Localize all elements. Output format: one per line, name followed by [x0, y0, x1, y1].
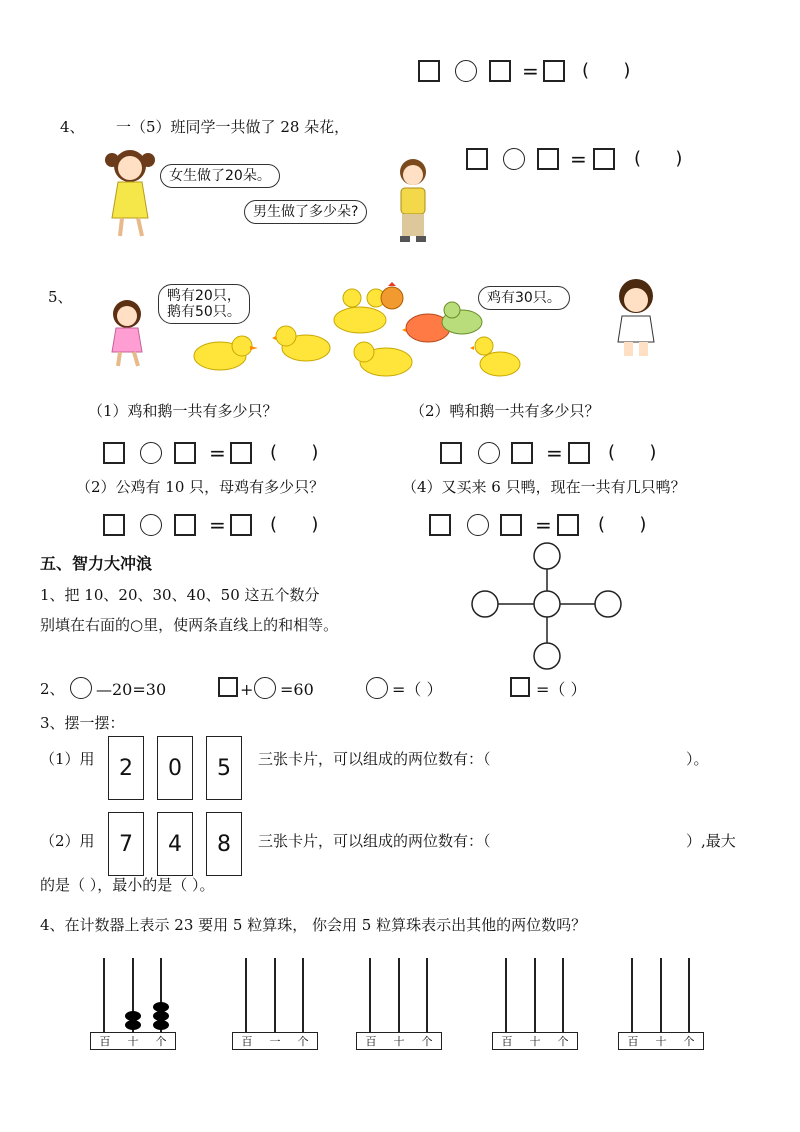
- abacus-place-label: 个: [155, 1035, 167, 1048]
- plus-sign: +: [240, 680, 254, 699]
- operator-circle[interactable]: [503, 148, 525, 170]
- answer-paren[interactable]: ( ): [608, 442, 657, 463]
- answer-box[interactable]: [466, 148, 488, 170]
- answer-box[interactable]: [557, 514, 579, 536]
- answer-box[interactable]: [230, 442, 252, 464]
- equation-text[interactable]: =（ ）: [392, 680, 443, 699]
- blank-circle[interactable]: [534, 591, 560, 617]
- subquestion: （4）又买来 6 只鸭，现在一共有几只鸭？: [402, 478, 686, 496]
- answer-box[interactable]: [230, 514, 252, 536]
- abacus-rod[interactable]: [688, 958, 690, 1032]
- number-card[interactable]: 7: [108, 812, 144, 876]
- abacus-bead[interactable]: [153, 1002, 169, 1012]
- answer-box[interactable]: [418, 60, 440, 82]
- card-question-prefix: （1）用: [40, 750, 95, 768]
- blank-circle[interactable]: [534, 643, 560, 669]
- blank-circle[interactable]: [595, 591, 621, 617]
- abacus-place-label: 个: [421, 1035, 433, 1048]
- speech-bubble-boy: 男生做了多少朵?: [244, 200, 367, 224]
- answer-paren-end[interactable]: ）,最大: [686, 832, 736, 850]
- answer-box[interactable]: [537, 148, 559, 170]
- abacus-place-label: 十: [529, 1035, 541, 1048]
- answer-box[interactable]: [500, 514, 522, 536]
- abacus-bead[interactable]: [153, 1020, 169, 1030]
- problem-number: 2、: [40, 680, 65, 698]
- girl-illustration: [100, 140, 160, 240]
- duck-icon: [470, 334, 522, 380]
- abacus-place-label: 百: [241, 1035, 253, 1048]
- subquestion: （1）鸡和鹅一共有多少只？: [88, 402, 278, 420]
- blank-circle[interactable]: [472, 591, 498, 617]
- answer-box[interactable]: [103, 442, 125, 464]
- abacus-rod[interactable]: [274, 958, 276, 1032]
- answer-box[interactable]: [103, 514, 125, 536]
- number-card[interactable]: 0: [157, 736, 193, 800]
- operator-circle[interactable]: [478, 442, 500, 464]
- abacus-place-label: 一: [269, 1035, 281, 1048]
- cross-circle-diagram: [470, 540, 626, 672]
- card-question-line2[interactable]: 的是（ ），最小的是（ ）。: [40, 876, 215, 894]
- girl-illustration: [104, 296, 150, 370]
- speech-bubble-chickens: 鸡有30只。: [478, 286, 570, 310]
- abacus-rod[interactable]: [369, 958, 371, 1032]
- abacus-place-label: 个: [297, 1035, 309, 1048]
- abacus-rod[interactable]: [534, 958, 536, 1032]
- equation-text[interactable]: =（ ）: [536, 680, 587, 699]
- abacus-place-label: 百: [627, 1035, 639, 1048]
- abacus-base: [356, 1032, 442, 1050]
- card-question-text: 三张卡片，可以组成的两位数有：（: [258, 832, 491, 850]
- card-question-prefix: （2）用: [40, 832, 95, 850]
- chick-icon: [272, 322, 334, 364]
- problem-text: 1、把 10、20、30、40、50 这五个数分: [40, 586, 320, 604]
- blank-circle[interactable]: [254, 677, 276, 699]
- blank-circle[interactable]: [366, 677, 388, 699]
- abacus-base: [492, 1032, 578, 1050]
- abacus-rod[interactable]: [426, 958, 428, 1032]
- blank-circle[interactable]: [70, 677, 92, 699]
- abacus-place-label: 个: [557, 1035, 569, 1048]
- answer-box[interactable]: [489, 60, 511, 82]
- question-number: 5、: [48, 288, 73, 306]
- abacus-place-label: 百: [501, 1035, 513, 1048]
- answer-box[interactable]: [174, 514, 196, 536]
- answer-box[interactable]: [568, 442, 590, 464]
- abacus-base: [618, 1032, 704, 1050]
- answer-paren[interactable]: ( ): [634, 148, 683, 169]
- answer-paren[interactable]: ( ): [598, 514, 647, 535]
- answer-paren-end[interactable]: ）。: [686, 750, 709, 768]
- speech-bubble-girl: 女生做了20朵。: [160, 164, 280, 188]
- chick-icon: [190, 332, 258, 372]
- abacus-place-label: 百: [99, 1035, 111, 1048]
- abacus-rod[interactable]: [245, 958, 247, 1032]
- number-card[interactable]: 4: [157, 812, 193, 876]
- abacus-place-label: 个: [683, 1035, 695, 1048]
- speech-bubble-ducks-geese: [158, 284, 250, 324]
- operator-circle[interactable]: [140, 442, 162, 464]
- answer-paren[interactable]: ( ): [582, 60, 631, 81]
- answer-box[interactable]: [511, 442, 533, 464]
- problem-text: 别填在右面的○里，使两条直线上的和相等。: [40, 616, 339, 634]
- operator-circle[interactable]: [140, 514, 162, 536]
- section-title: 五、智力大冲浪: [40, 554, 153, 573]
- abacus-bead[interactable]: [125, 1011, 141, 1021]
- subquestion: （2）公鸡有 10 只，母鸡有多少只？: [76, 478, 325, 496]
- bubble-line: 鹅有50只。: [167, 304, 241, 321]
- equation-text: =60: [280, 680, 314, 699]
- subquestion: （2）鸭和鹅一共有多少只？: [410, 402, 600, 420]
- operator-circle[interactable]: [467, 514, 489, 536]
- abacus-rod[interactable]: [660, 958, 662, 1032]
- card-question-text: 三张卡片，可以组成的两位数有：（: [258, 750, 491, 768]
- abacus-rod[interactable]: [302, 958, 304, 1032]
- answer-box[interactable]: [593, 148, 615, 170]
- equals-sign: =: [535, 513, 552, 537]
- number-card[interactable]: 8: [206, 812, 242, 876]
- operator-circle[interactable]: [455, 60, 477, 82]
- number-card[interactable]: 2: [108, 736, 144, 800]
- equals-sign: =: [570, 147, 587, 171]
- girl-illustration: [608, 276, 664, 360]
- equals-sign: =: [209, 513, 226, 537]
- problem-title: 3、摆一摆：: [40, 714, 125, 732]
- abacus-rod[interactable]: [631, 958, 633, 1032]
- number-card[interactable]: 5: [206, 736, 242, 800]
- equals-sign: =: [522, 59, 539, 83]
- equals-sign: =: [546, 441, 563, 465]
- answer-box[interactable]: [218, 677, 238, 697]
- equals-sign: =: [209, 441, 226, 465]
- boy-illustration: [388, 156, 438, 244]
- abacus-rod[interactable]: [103, 958, 105, 1032]
- equation-text: —20=30: [96, 680, 167, 699]
- answer-box[interactable]: [543, 60, 565, 82]
- abacus-rod[interactable]: [562, 958, 564, 1032]
- answer-box[interactable]: [429, 514, 451, 536]
- abacus-base: [90, 1032, 176, 1050]
- answer-box[interactable]: [440, 442, 462, 464]
- abacus-rod[interactable]: [505, 958, 507, 1032]
- abacus-bead[interactable]: [125, 1020, 141, 1030]
- question-number: 4、: [60, 118, 85, 136]
- abacus-place-label: 十: [127, 1035, 139, 1048]
- question-text: 一（5）班同学一共做了 28 朵花，: [116, 118, 350, 136]
- blank-circle[interactable]: [534, 543, 560, 569]
- abacus-place-label: 百: [365, 1035, 377, 1048]
- problem-text: 4、在计数器上表示 23 要用 5 粒算珠， 你会用 5 粒算珠表示出其他的两位数吗？: [40, 916, 587, 934]
- abacus-bead[interactable]: [153, 1011, 169, 1021]
- bubble-line: 鸭有20只，: [167, 288, 241, 304]
- answer-paren[interactable]: ( ): [270, 514, 319, 535]
- answer-paren[interactable]: ( ): [270, 442, 319, 463]
- abacus-place-label: 十: [393, 1035, 405, 1048]
- answer-box[interactable]: [174, 442, 196, 464]
- abacus-base: [232, 1032, 318, 1050]
- abacus-place-label: 十: [655, 1035, 667, 1048]
- abacus-rod[interactable]: [398, 958, 400, 1032]
- answer-box[interactable]: [510, 677, 530, 697]
